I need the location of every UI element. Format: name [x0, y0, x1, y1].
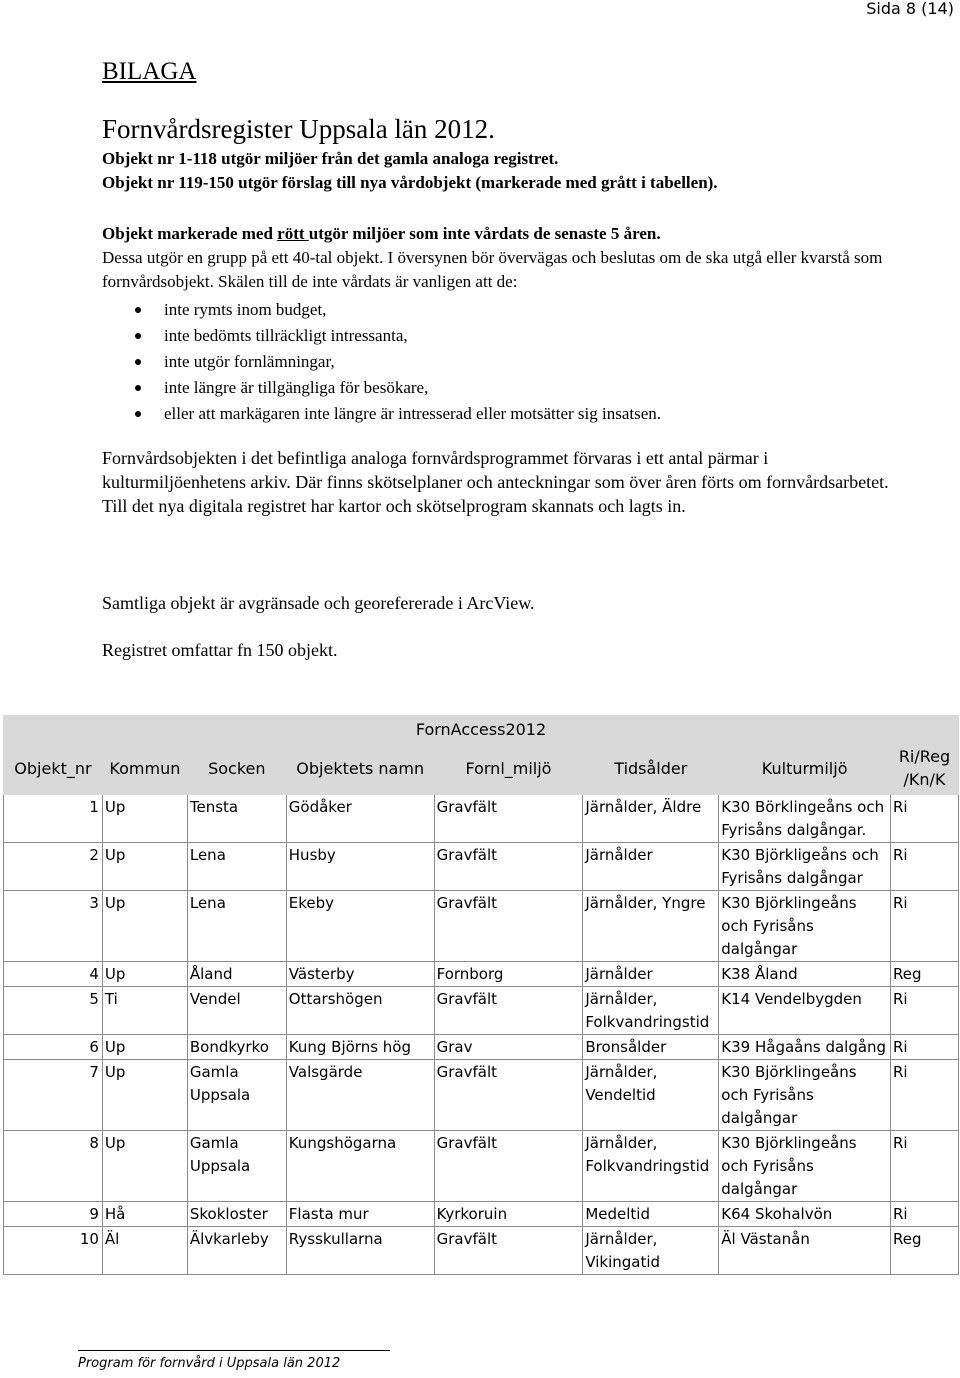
intro-line-1: Objekt nr 1-118 utgör miljöer från det gamla analoga registret.	[102, 149, 559, 168]
table-cell: 2	[4, 843, 103, 891]
table-cell: Järnålder	[583, 843, 719, 891]
table-cell: 6	[4, 1035, 103, 1060]
table-cell: Ri	[890, 795, 958, 843]
table-cell: Fornborg	[434, 962, 583, 987]
table-cell: Gravfält	[434, 1131, 583, 1202]
table-cell: Up	[102, 795, 187, 843]
table-cell: 5	[4, 987, 103, 1035]
table-cell: Järnålder, Vendeltid	[583, 1060, 719, 1131]
table-cell: Gravfält	[434, 891, 583, 962]
table-cell: 8	[4, 1131, 103, 1202]
table-cell: K14 Vendelbygden	[719, 987, 891, 1035]
table-cell: Grav	[434, 1035, 583, 1060]
table-cell: Järnålder, Äldre	[583, 795, 719, 843]
table-cell: Husby	[286, 843, 434, 891]
fornaccess-table	[3, 715, 959, 1275]
table-cell: Äl	[102, 1227, 187, 1275]
table-cell: Åland	[187, 962, 286, 987]
table-cell: Järnålder, Folkvandringstid	[583, 987, 719, 1035]
table-cell: Rysskullarna	[286, 1227, 434, 1275]
table-cell: K30 Björklingeåns och Fyrisåns dalgångar	[719, 1060, 891, 1131]
table-row	[4, 1131, 959, 1202]
table-cell: K30 Björklingeåns och Fyrisåns dalgångar	[719, 891, 891, 962]
table-row	[4, 987, 959, 1035]
table-cell: Gamla Uppsala	[187, 1060, 286, 1131]
table-cell: Reg	[890, 962, 958, 987]
column-header: Objekt_nr	[4, 742, 103, 795]
table-cell: Hå	[102, 1202, 187, 1227]
table-cell: Vendel	[187, 987, 286, 1035]
table-cell: Ri	[890, 1131, 958, 1202]
column-header: Kommun	[102, 742, 187, 795]
table-cell: Ri	[890, 987, 958, 1035]
table-cell: Up	[102, 1060, 187, 1131]
table-cell: Lena	[187, 843, 286, 891]
reason-item: inte utgör fornlämningar,	[132, 349, 661, 375]
table-cell: Ri	[890, 1202, 958, 1227]
table-cell: Medeltid	[583, 1202, 719, 1227]
table-cell: Gödåker	[286, 795, 434, 843]
column-header: Objektets namn	[286, 742, 434, 795]
table-row	[4, 962, 959, 987]
table-header-row	[4, 742, 959, 795]
bilaga-heading: BILAGA	[102, 58, 197, 85]
table-cell: Tensta	[187, 795, 286, 843]
table-cell: K30 Börklingeåns och Fyrisåns dalgångar.	[719, 795, 891, 843]
table-cell: Ri	[890, 1060, 958, 1131]
table-cell: 4	[4, 962, 103, 987]
overview-paragraph: Dessa utgör en grupp på ett 40-tal objekt. I översynen bör övervägas och beslutas om de ska utgå eller kvarstå som fornvårdsobjekt. Skälen till de inte vårdats är vanligen att de:	[102, 248, 883, 291]
table-cell: Gamla Uppsala	[187, 1131, 286, 1202]
table-cell: K38 Åland	[719, 962, 891, 987]
table-cell: Lena	[187, 891, 286, 962]
table-cell: K30 Björklingeåns och Fyrisåns dalgångar	[719, 1131, 891, 1202]
table-cell: Bondkyrko	[187, 1035, 286, 1060]
reason-item: inte rymts inom budget,	[132, 297, 661, 323]
table-cell: Flasta mur	[286, 1202, 434, 1227]
table-cell: Up	[102, 891, 187, 962]
reason-item: inte längre är tillgängliga för besökare,	[132, 375, 661, 401]
table-row	[4, 1060, 959, 1131]
table-cell: Ottarshögen	[286, 987, 434, 1035]
column-header: Tidsålder	[583, 742, 719, 795]
red-note-highlight: rött	[277, 224, 309, 243]
column-header: Ri/Reg /Kn/K	[890, 742, 958, 795]
table-cell: Reg	[890, 1227, 958, 1275]
table-cell: Älvkarleby	[187, 1227, 286, 1275]
table-cell: Valsgärde	[286, 1060, 434, 1131]
table-cell: Gravfält	[434, 987, 583, 1035]
table-row	[4, 891, 959, 962]
table-cell: 9	[4, 1202, 103, 1227]
table-cell: K30 Björkligeåns och Fyrisåns dalgångar	[719, 843, 891, 891]
table-cell: Ri	[890, 891, 958, 962]
archive-paragraph: Fornvårdsobjekten i det befintliga analoga fornvårdsprogrammet förvaras i ett antal pärmar i kulturmiljöenhetens arkiv. Där finns skötselplaner och anteckningar som över åren förts om fornvårdsarbetet. Till det nya digitala registret har kartor och skötselprogram skannats och lagts in.	[102, 448, 889, 516]
reason-item: inte bedömts tillräckligt intressanta,	[132, 323, 661, 349]
column-header: Kulturmiljö	[719, 742, 891, 795]
table-cell: Västerby	[286, 962, 434, 987]
table-cell: Gravfält	[434, 795, 583, 843]
table-cell: Up	[102, 1035, 187, 1060]
table-cell: Gravfält	[434, 1227, 583, 1275]
column-header: Socken	[187, 742, 286, 795]
count-paragraph: Registret omfattar fn 150 objekt.	[102, 640, 338, 660]
column-header: Fornl_miljö	[434, 742, 583, 795]
table-cell: Bronsålder	[583, 1035, 719, 1060]
reason-item: eller att markägaren inte längre är intresserad eller motsätter sig insatsen.	[132, 401, 661, 427]
table-cell: Gravfält	[434, 843, 583, 891]
table-cell: Järnålder, Yngre	[583, 891, 719, 962]
table-cell: Gravfält	[434, 1060, 583, 1131]
table-row	[4, 843, 959, 891]
page-number: Sida 8 (14)	[866, 0, 954, 18]
intro-line-2: Objekt nr 119-150 utgör förslag till nya vårdobjekt (markerade med grått i tabellen).	[102, 173, 718, 192]
table-cell: Järnålder	[583, 962, 719, 987]
table-cell: 7	[4, 1060, 103, 1131]
table-cell: Kungshögarna	[286, 1131, 434, 1202]
footer-rule	[78, 1350, 390, 1351]
table-cell: 3	[4, 891, 103, 962]
table-cell: Up	[102, 843, 187, 891]
table-cell: Up	[102, 962, 187, 987]
footer-text: Program för fornvård i Uppsala län 2012	[78, 1356, 341, 1371]
table-cell: 1	[4, 795, 103, 843]
red-note-prefix: Objekt markerade med	[102, 224, 278, 243]
red-objects-note	[102, 222, 661, 246]
red-note-suffix: utgör miljöer som inte vårdats de senaste 5 åren.	[308, 224, 661, 243]
table-cell: Ri	[890, 843, 958, 891]
table-row	[4, 795, 959, 843]
table-cell: Ri	[890, 1035, 958, 1060]
table-row	[4, 1202, 959, 1227]
table-cell: Ekeby	[286, 891, 434, 962]
table-caption: FornAccess2012	[4, 716, 959, 742]
table-cell: Skokloster	[187, 1202, 286, 1227]
table-cell: Kung Björns hög	[286, 1035, 434, 1060]
table-cell: Järnålder, Vikingatid	[583, 1227, 719, 1275]
table-cell: K39 Hågaåns dalgång	[719, 1035, 891, 1060]
table-cell: Kyrkoruin	[434, 1202, 583, 1227]
table-cell: Järnålder, Folkvandringstid	[583, 1131, 719, 1202]
reasons-list	[132, 297, 661, 427]
table-cell: Ti	[102, 987, 187, 1035]
table-cell: 10	[4, 1227, 103, 1275]
table-row	[4, 1227, 959, 1275]
table-cell: Äl Västanån	[719, 1227, 891, 1275]
table-row	[4, 1035, 959, 1060]
document-title: Fornvårdsregister Uppsala län 2012.	[102, 114, 495, 144]
table-cell: K64 Skohalvön	[719, 1202, 891, 1227]
table-cell: Up	[102, 1131, 187, 1202]
arcview-paragraph: Samtliga objekt är avgränsade och georefererade i ArcView.	[102, 593, 535, 613]
